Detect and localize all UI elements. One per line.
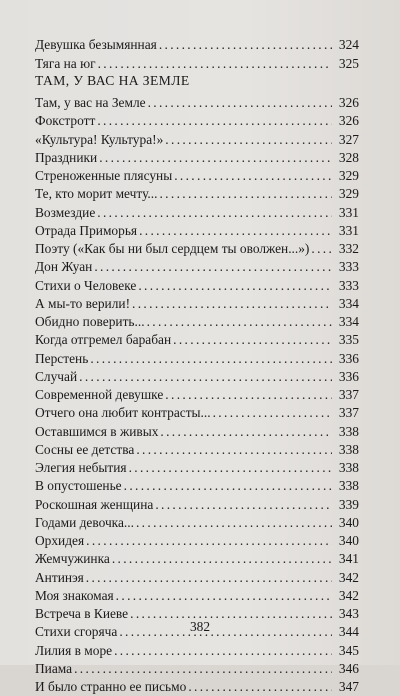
- section-heading: ТАМ, У ВАС НА ЗЕМЛЕ: [35, 73, 190, 88]
- toc-entry: [35, 277, 359, 295]
- toc-entry: [35, 368, 359, 386]
- toc-entry: [35, 36, 359, 54]
- toc-entry-page: 329: [338, 186, 359, 202]
- dot-leader: [97, 112, 332, 130]
- toc-entry: [35, 55, 359, 73]
- toc-entry: [35, 459, 359, 477]
- toc-entry: [35, 350, 359, 368]
- dot-leader: [311, 240, 332, 258]
- toc-entry-page: 340: [338, 514, 359, 530]
- dot-leader: [173, 331, 332, 349]
- dot-leader: [94, 258, 332, 276]
- toc-entry-page: 338: [338, 441, 359, 457]
- toc-entry-title: Моя знакомая: [35, 587, 114, 603]
- toc-entry: [35, 149, 359, 167]
- toc-entry-title: Когда отгремел барабан: [35, 332, 172, 348]
- toc-entry-title: Сосны ее детства: [35, 441, 135, 457]
- toc-entry-page: 338: [338, 460, 359, 475]
- toc-entry-page: 346: [338, 660, 359, 676]
- toc-entry-page: 342: [338, 569, 359, 585]
- toc-entry-title: Отрада Приморья: [35, 222, 138, 238]
- toc-entry-title: А мы-то верили!: [35, 295, 131, 311]
- toc-entry: [35, 496, 359, 514]
- toc-entry-title: И было странно ее письмо: [35, 679, 187, 694]
- toc-entry-page: 336: [338, 368, 359, 384]
- toc-entry-title: Тяга на юг: [35, 55, 96, 71]
- toc-entry-page: 326: [338, 113, 359, 129]
- toc-entry: [35, 587, 359, 605]
- toc-entry-title: Возмездие: [35, 204, 96, 220]
- dot-leader: [114, 642, 332, 660]
- toc-entry-page: 347: [338, 679, 359, 694]
- toc-entry: [35, 131, 359, 149]
- toc-entry-page: 326: [338, 95, 359, 110]
- toc-entry: [35, 112, 359, 130]
- toc-entry-title: Встреча в Киеве: [35, 606, 129, 621]
- toc-entry-page: 337: [338, 405, 359, 421]
- toc-entry-page: 337: [338, 387, 359, 402]
- dot-leader: [155, 496, 332, 514]
- dot-leader: [165, 386, 332, 404]
- toc-entry-page: 338: [338, 423, 359, 439]
- dot-leader: [129, 459, 332, 477]
- toc-entry-title: Антинэя: [35, 569, 84, 585]
- toc-entry-title: Отчего она любит контрасты...: [35, 405, 211, 421]
- dot-leader: [97, 204, 332, 222]
- dot-leader: [74, 660, 332, 678]
- toc-entry: [35, 404, 359, 422]
- toc-entry: [35, 569, 359, 587]
- dot-leader: [99, 149, 332, 167]
- toc-entry-page: 339: [338, 496, 359, 512]
- toc-entry-page: 342: [338, 587, 359, 603]
- toc-entry: [35, 167, 359, 185]
- toc-entry-page: 344: [338, 624, 359, 640]
- toc-entry: [35, 514, 359, 532]
- toc-entry: [35, 642, 359, 660]
- toc-entry-title: Стреноженные плясуны: [35, 168, 173, 183]
- dot-leader: [98, 55, 332, 73]
- toc-entry-title: Девушка безымянная: [35, 37, 157, 52]
- toc-entry-title: Жемчужинка: [35, 551, 110, 567]
- dot-leader: [132, 295, 332, 313]
- dot-leader: [116, 587, 332, 605]
- toc-entry: [35, 94, 359, 112]
- toc-entry: [35, 477, 359, 495]
- dot-leader: [90, 350, 332, 368]
- toc-entry-title: Случай: [35, 368, 78, 384]
- toc-entry-title: Оставшимся в живых: [35, 423, 159, 439]
- dot-leader: [139, 222, 332, 240]
- dot-leader: [159, 185, 332, 203]
- dot-leader: [188, 678, 332, 696]
- toc-entry-title: Стихи сгоряча: [35, 624, 118, 640]
- toc-entry-page: 331: [338, 222, 359, 238]
- toc-entry-page: 329: [338, 168, 359, 183]
- toc-entry-title: Праздники: [35, 149, 98, 165]
- toc-entry: [35, 532, 359, 550]
- toc-entry-title: Фокстротт: [35, 113, 96, 129]
- toc-entry: [35, 240, 359, 258]
- toc-entry-page: 340: [338, 533, 359, 548]
- dot-leader: [136, 441, 332, 459]
- toc-entry-page: 327: [338, 131, 359, 147]
- dot-leader: [86, 569, 332, 587]
- toc-entry: [35, 423, 359, 441]
- page-number: 382: [189, 619, 211, 634]
- dot-leader: [112, 550, 332, 568]
- toc-entry-page: 336: [338, 350, 359, 366]
- dot-leader: [136, 514, 332, 532]
- toc-entry: [35, 295, 359, 313]
- toc-entry-title: Обидно поверить...: [35, 314, 145, 329]
- toc-entry-page: 324: [338, 37, 359, 52]
- toc-entry-title: Там, у вас на Земле: [35, 95, 146, 110]
- toc-entry-title: Поэту («Как бы ни был сердцем ты оволжен...»): [35, 241, 310, 256]
- toc-entry-title: Перстень: [35, 350, 89, 366]
- toc-entry-page: 335: [338, 332, 359, 348]
- toc-entry-page: 333: [338, 277, 359, 293]
- toc-entry-title: Роскошная женщина: [35, 496, 154, 512]
- toc-entry-title: Современной девушке: [35, 387, 164, 402]
- dot-leader: [86, 532, 332, 550]
- toc-entry-page: 341: [338, 551, 359, 567]
- toc-entry-page: 343: [338, 606, 359, 621]
- toc-entry-page: 334: [338, 295, 359, 311]
- dot-leader: [124, 477, 332, 495]
- toc-entry-title: Лилия в море: [35, 642, 113, 658]
- toc-entry-title: Годами девочка...: [35, 514, 134, 530]
- toc-entry: [35, 386, 359, 404]
- toc-entry-page: 333: [338, 259, 359, 275]
- toc-entry: [35, 660, 359, 678]
- toc-entry-page: 328: [338, 149, 359, 165]
- toc-entry: [35, 222, 359, 240]
- dot-leader: [147, 313, 332, 331]
- dot-leader: [174, 167, 332, 185]
- toc-entry-page: 332: [338, 241, 359, 256]
- dot-leader: [79, 368, 332, 386]
- toc-entry: [35, 258, 359, 276]
- dot-leader: [160, 423, 332, 441]
- toc-entry-page: 338: [338, 478, 359, 494]
- toc-entry: [35, 185, 359, 203]
- toc-entry: [35, 331, 359, 349]
- toc-entry: [35, 678, 359, 696]
- toc-entry-title: Пиама: [35, 660, 73, 676]
- toc-entry-page: 334: [338, 314, 359, 329]
- toc-entry-title: «Культура! Культура!»: [35, 131, 164, 147]
- toc-entry: [35, 441, 359, 459]
- toc-entry: [35, 204, 359, 222]
- toc-entry-title: В опустошенье: [35, 478, 122, 494]
- toc-entry: [35, 313, 359, 331]
- toc-entry-page: 331: [338, 204, 359, 220]
- toc-entry-title: Орхидея: [35, 533, 85, 548]
- dot-leader: [159, 36, 332, 54]
- toc-entry-page: 345: [338, 642, 359, 658]
- toc-entry-title: Элегия небытия: [35, 460, 127, 475]
- toc-entry: [35, 550, 359, 568]
- toc-entry-title: Те, кто морит мечту...: [35, 186, 158, 202]
- toc-entry-title: Дон Жуан: [35, 259, 93, 275]
- dot-leader: [165, 131, 332, 149]
- toc-entry-title: Стихи о Человеке: [35, 277, 137, 293]
- toc-entry-page: 325: [338, 55, 359, 71]
- dot-leader: [138, 277, 332, 295]
- dot-leader: [148, 94, 332, 112]
- dot-leader: [213, 404, 332, 422]
